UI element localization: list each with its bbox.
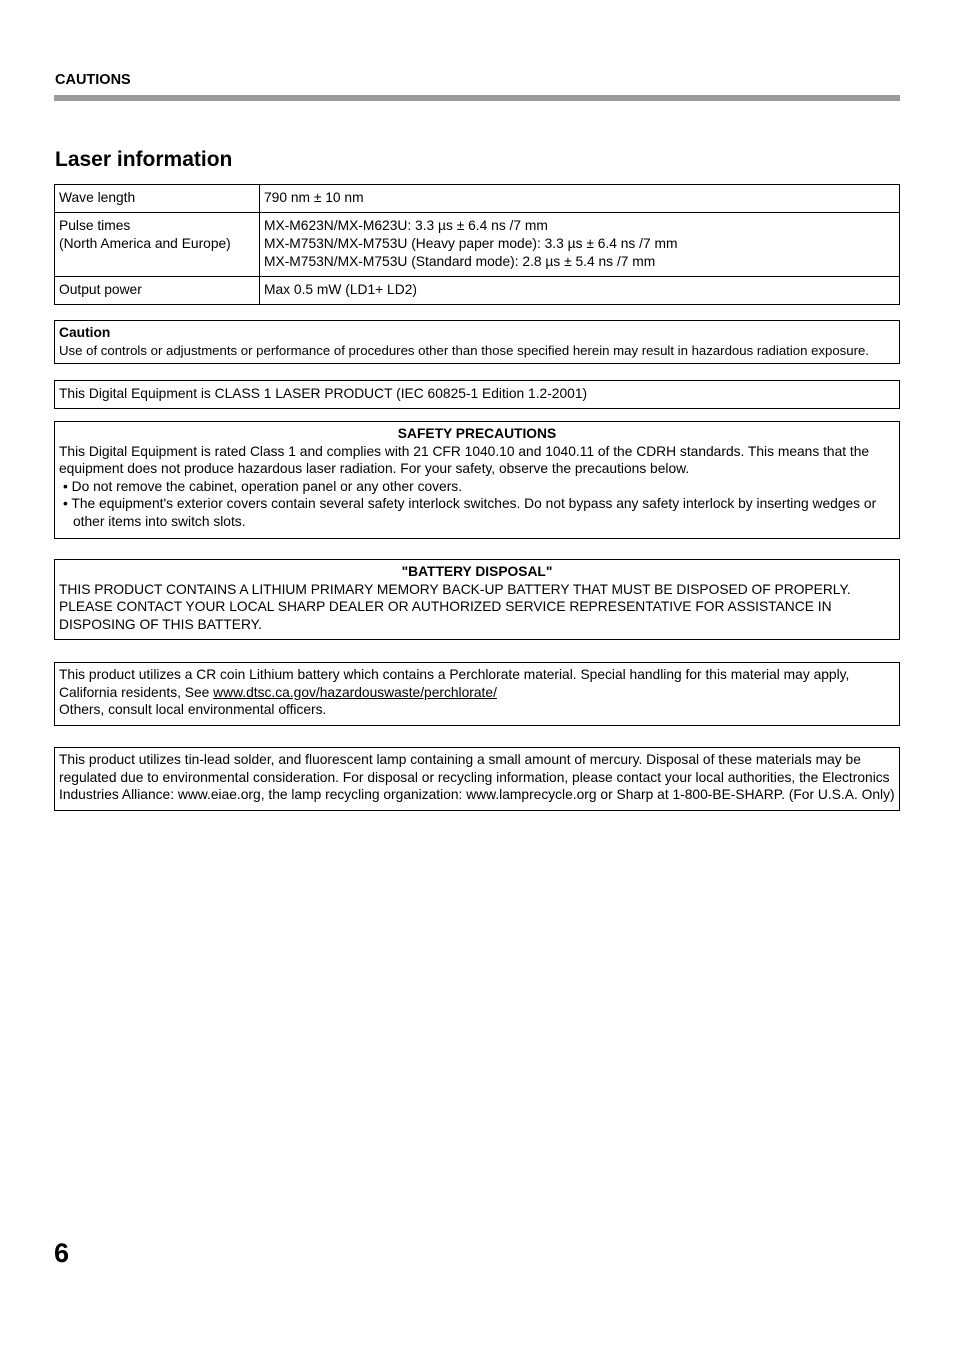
table-row — [55, 277, 900, 305]
spec-label-line: (North America and Europe) — [59, 236, 231, 251]
spec-label — [55, 185, 260, 213]
spec-value-line: MX-M753N/MX-M753U (Standard mode): 2.8 µs ± 5.4 ns /7 mm — [264, 254, 656, 269]
safety-intro: This Digital Equipment is rated Class 1 and complies with 21 CFR 1040.10 and 1040.11 of the CDRH standards. This means that the equipment does not produce hazardous laser radiation. For your safety, observe the precautions below. — [59, 443, 870, 477]
spec-label-line: Wave length — [59, 190, 136, 205]
caution-text: Use of controls or adjustments or performance of procedures other than those specified herein may result in hazardous radiation exposure. — [59, 342, 870, 358]
safety-heading: SAFETY PRECAUTIONS — [397, 426, 557, 441]
perchlorate-text-after: Others, consult local environmental officers. — [59, 702, 327, 718]
page-number: 6 — [54, 1238, 70, 1268]
caution-heading: Caution — [59, 325, 111, 340]
caution-box — [54, 320, 900, 364]
class-notice-box — [54, 380, 900, 409]
spec-label-line: Output power — [59, 282, 142, 297]
perchlorate-text-lead: This product utilizes a CR coin Lithium battery which contains a Perchlorate material. Special handling for this material may apply, California residents, See — [59, 667, 850, 700]
battery-disposal-box — [54, 559, 900, 640]
mercury-text: This product utilizes tin-lead solder, and fluorescent lamp containing a small amount of mercury. Disposal of these materials may be regulated due to environmental consideration. For disposal or recycling information, please contact your local authorities, the Electronics Industries Alliance: www.eiae.org, the lamp recycling organization: www.lamprecycle.org or Sharp at 1-800-BE-SHARP. (For U.S.A. Only) — [59, 752, 895, 803]
spec-value-line: Max 0.5 mW (LD1+ LD2) — [264, 282, 417, 297]
page-title: Laser information — [55, 148, 233, 171]
spec-label — [55, 277, 260, 305]
perchlorate-link[interactable]: www.dtsc.ca.gov/hazardouswaste/perchlorate/ — [213, 684, 497, 700]
table-row — [55, 185, 900, 213]
class-notice-text: This Digital Equipment is CLASS 1 LASER PRODUCT (IEC 60825-1 Edition 1.2-2001) — [59, 386, 588, 401]
mercury-notice-box — [54, 747, 900, 811]
perchlorate-box — [54, 662, 900, 726]
safety-bullet: • The equipment's exterior covers contain several safety interlock switches. Do not bypass any safety interlock by inserting wedges or other items into switch slots. — [63, 496, 877, 529]
spec-value — [260, 213, 900, 277]
spec-value-line: MX-M753N/MX-M753U (Heavy paper mode): 3.3 µs ± 6.4 ns /7 mm — [264, 236, 678, 251]
perchlorate-text — [59, 666, 895, 701]
battery-text: THIS PRODUCT CONTAINS A LITHIUM PRIMARY MEMORY BACK-UP BATTERY THAT MUST BE DISPOSED OF PROPERLY. PLEASE CONTACT YOUR LOCAL SHARP DEALER OR AUTHORIZED SERVICE REPRESENTATIVE FOR ASSISTANCE IN DISPOSING OF THIS BATTERY. — [59, 581, 851, 632]
section-header: CAUTIONS — [55, 72, 131, 88]
laser-spec-table — [54, 184, 900, 305]
spec-value-line: MX-M623N/MX-M623U: 3.3 µs ± 6.4 ns /7 mm — [264, 218, 548, 233]
safety-bullet: • Do not remove the cabinet, operation panel or any other covers. — [63, 478, 463, 494]
spec-value-line: 790 nm ± 10 nm — [264, 190, 364, 205]
safety-precautions-box — [54, 421, 900, 539]
header-divider — [54, 95, 900, 101]
spec-label-line: Pulse times — [59, 218, 131, 233]
spec-label — [55, 213, 260, 277]
battery-heading: "BATTERY DISPOSAL" — [401, 564, 553, 579]
spec-value — [260, 185, 900, 213]
table-row — [55, 213, 900, 277]
spec-value — [260, 277, 900, 305]
